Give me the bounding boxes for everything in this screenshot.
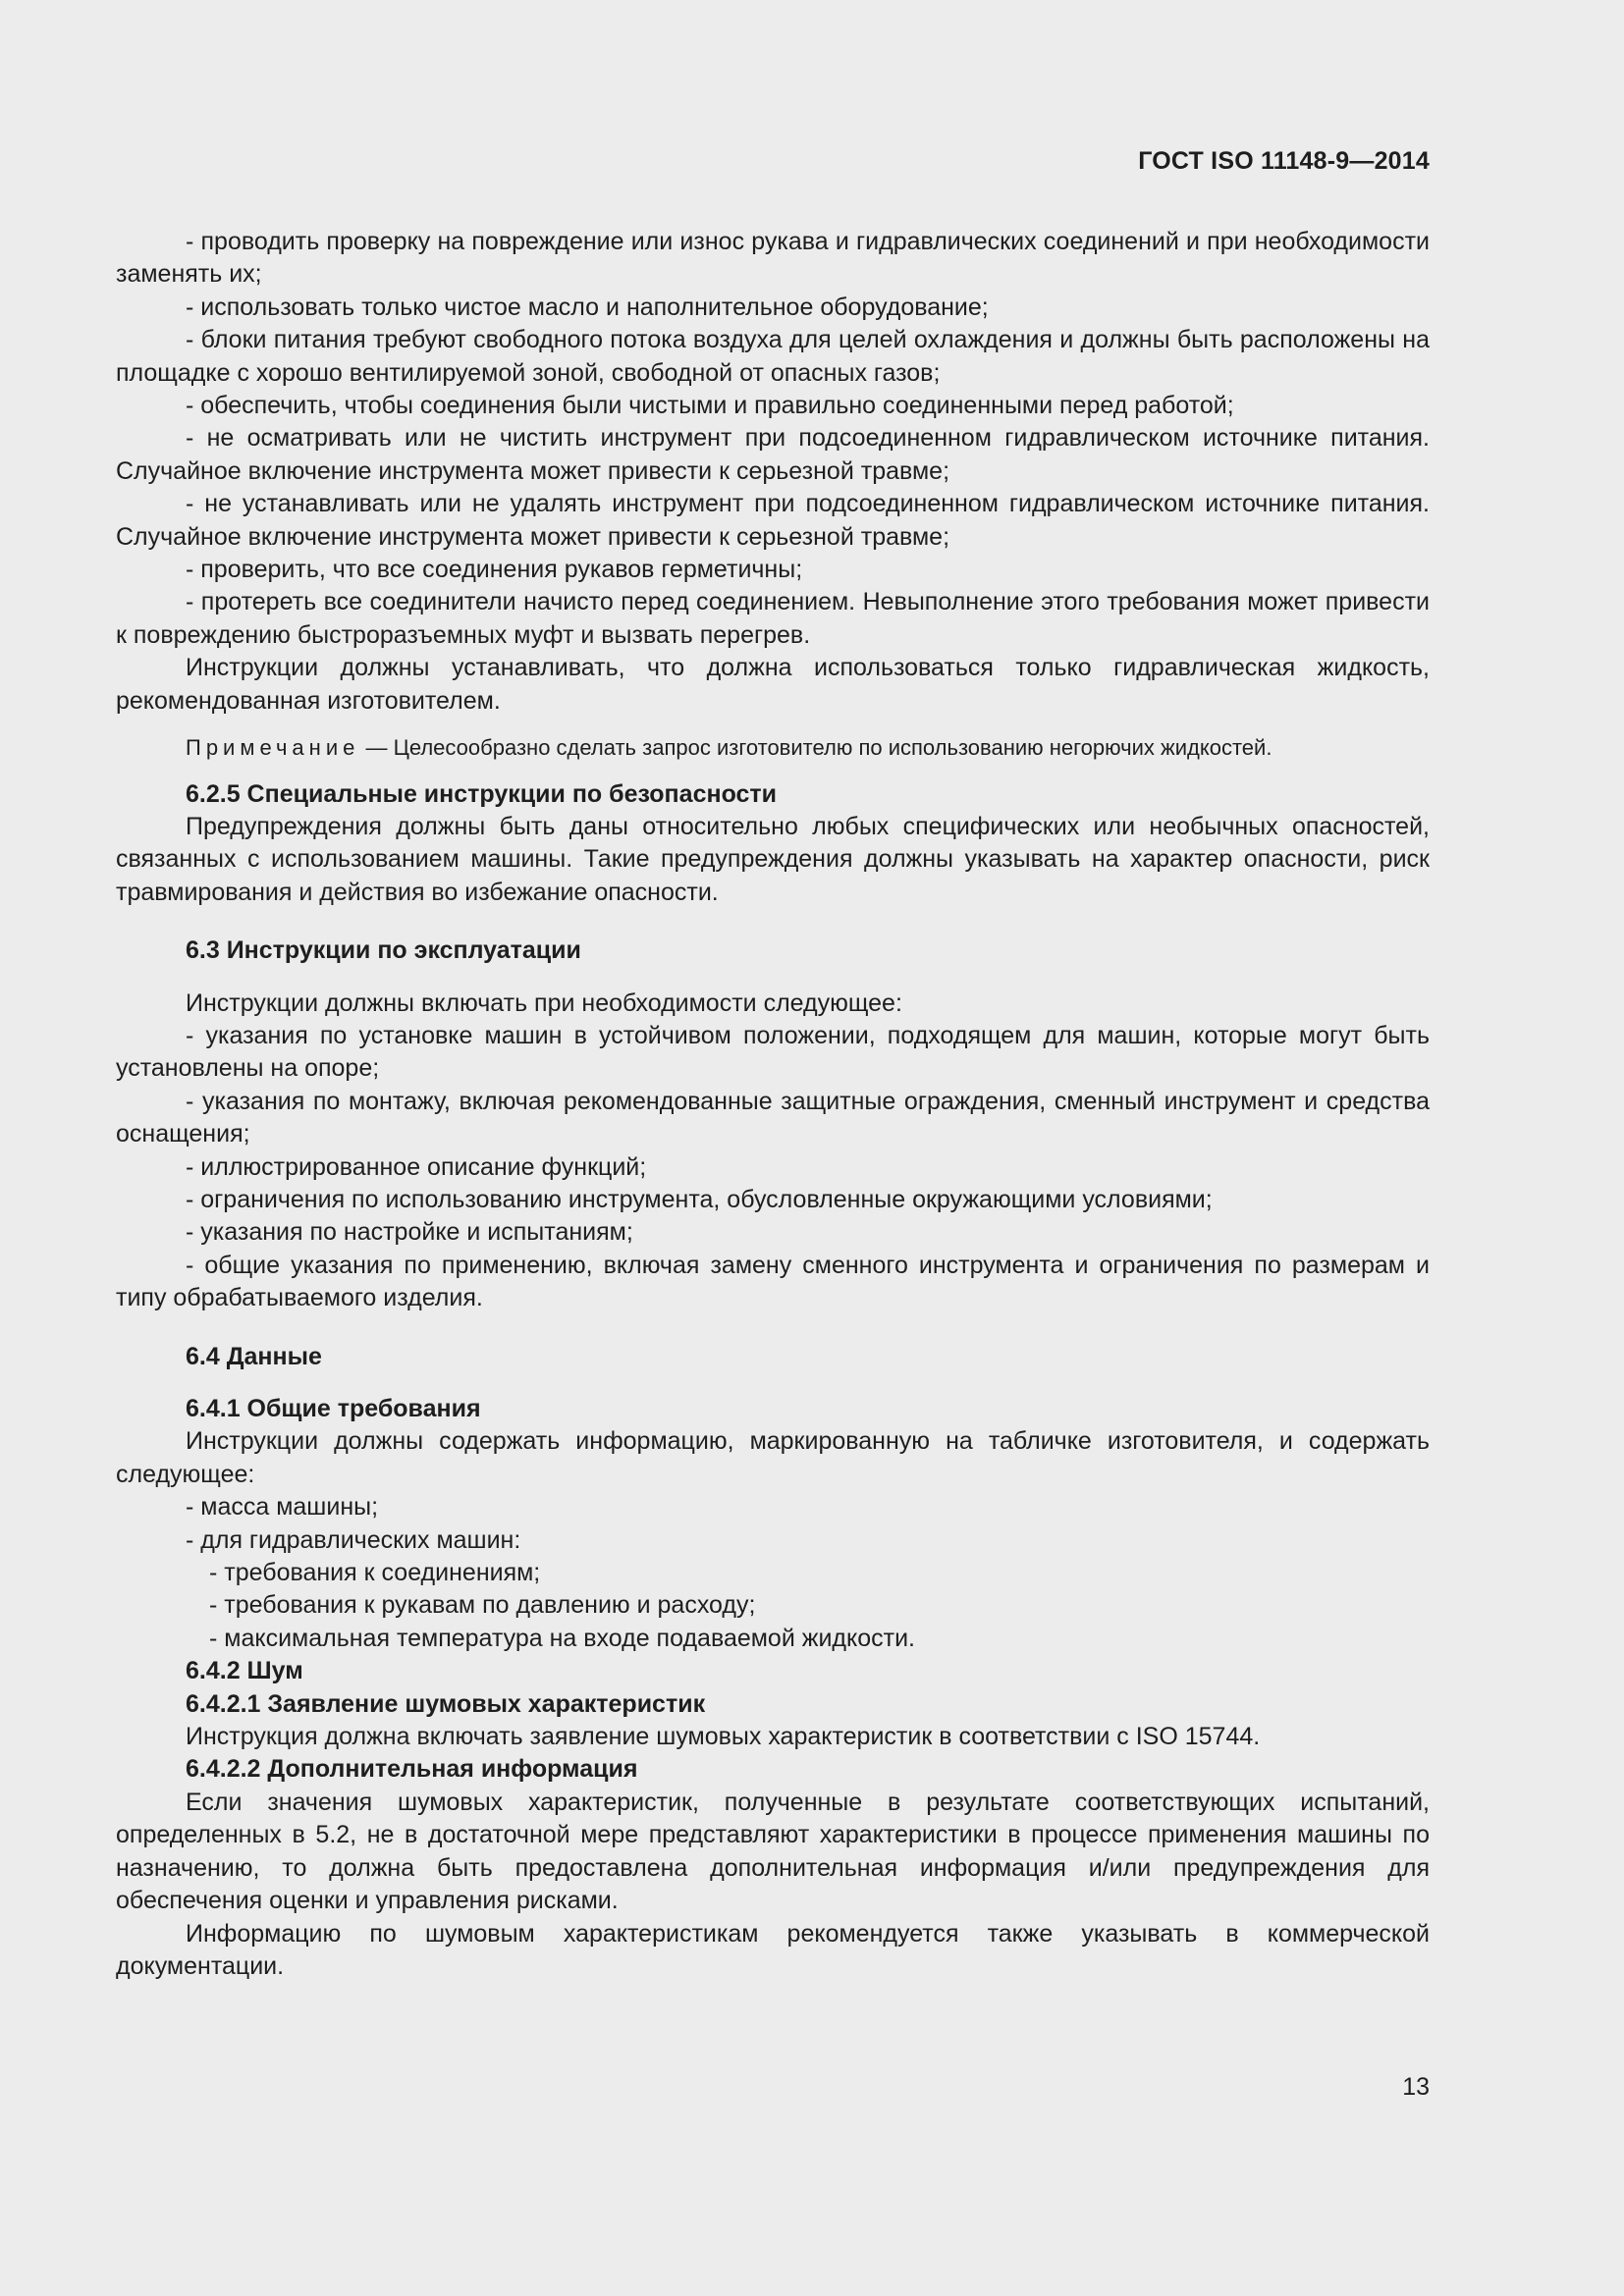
paragraph: Информацию по шумовым характеристикам рекомендуется также указывать в коммерческой документации.	[116, 1919, 1430, 1980]
sub-list-item: - требования к соединениям;	[209, 1559, 541, 1587]
document-header: ГОСТ ISO 11148-9—2014	[1138, 147, 1430, 175]
list-item: - протереть все соединители начисто перед соединением. Невыполнение этого требования может привести к повреждению быстроразъемных муфт и вызвать перегрев.	[116, 588, 1430, 649]
paragraph: Инструкция должна включать заявление шумовых характеристик в соответствии с ISO 15744.	[186, 1723, 1261, 1751]
section-heading-6-2-5: 6.2.5 Специальные инструкции по безопасности	[186, 779, 778, 808]
section-heading-6-3: 6.3 Инструкции по эксплуатации	[186, 936, 581, 965]
note	[116, 731, 1430, 764]
list-item: - масса машины;	[186, 1493, 379, 1522]
section-heading-6-4-2-1: 6.4.2.1 Заявление шумовых характеристик	[186, 1689, 706, 1718]
section-heading-6-4-2-2: 6.4.2.2 Дополнительная информация	[186, 1755, 638, 1784]
list-item: - использовать только чистое масло и наполнительное оборудование;	[186, 293, 989, 321]
paragraph: Инструкции должны включать при необходимости следующее:	[186, 988, 902, 1017]
list-item: - указания по монтажу, включая рекомендованные защитные ограждения, сменный инструмент и средства оснащения;	[116, 1087, 1430, 1148]
list-item: - проводить проверку на повреждение или износ рукава и гидравлических соединений и при необходимости заменять их;	[116, 228, 1430, 289]
note-label: Примечание	[186, 735, 360, 761]
page-number: 13	[1402, 2073, 1430, 2101]
section-heading-6-4-1: 6.4.1 Общие требования	[186, 1395, 481, 1422]
list-item: - для гидравлических машин:	[186, 1525, 521, 1554]
list-item: - обеспечить, чтобы соединения были чистыми и правильно соединенными перед работой;	[186, 392, 1234, 420]
list-item: - проверить, что все соединения рукавов герметичны;	[186, 556, 803, 584]
list-item: - общие указания по применению, включая замену сменного инструмента и ограничения по размерам и типу обрабатываемого изделия.	[116, 1251, 1430, 1312]
document-body	[116, 226, 1430, 1983]
list-item: - блоки питания требуют свободного потока воздуха для целей охлаждения и должны быть расположены на площадке с хорошо вентилируемой зоной, свободной от опасных газов;	[116, 326, 1430, 387]
list-item: - указания по установке машин в устойчивом положении, подходящем для машин, которые могут быть установлены на опоре;	[116, 1021, 1430, 1083]
list-item: - указания по настройке и испытаниям;	[186, 1218, 633, 1247]
list-item: - ограничения по использованию инструмента, обусловленные окружающими условиями;	[186, 1185, 1213, 1213]
list-item: - не устанавливать или не удалять инструмент при подсоединенном гидравлическом источнике питания. Случайное включение инструмента может привести к серьезной травме;	[116, 490, 1430, 551]
list-item: - не осматривать или не чистить инструмент при подсоединенном гидравлическом источнике питания. Случайное включение инструмента может привести к серьезной травме;	[116, 424, 1430, 485]
paragraph: Если значения шумовых характеристик, полученные в результате соответствующих испытаний, определенных в 5.2, не в достаточной мере представляют характеристики в процессе применения машины по назначению, то должна быть предоставлена дополнительная информация и/или предупреждения для обеспечения оценки и управления рисками.	[116, 1788, 1430, 1915]
sub-list-item: - требования к рукавам по давлению и расходу;	[209, 1591, 756, 1620]
sub-list-item: - максимальная температура на входе подаваемой жидкости.	[209, 1624, 916, 1652]
paragraph: Инструкции должны устанавливать, что должна использоваться только гидравлическая жидкость, рекомендованная изготовителем.	[116, 654, 1430, 715]
section-heading-6-4: 6.4 Данные	[186, 1342, 322, 1370]
note-text: — Целесообразно сделать запрос изготовителю по использованию негорючих жидкостей.	[359, 735, 1272, 761]
list-item: - иллюстрированное описание функций;	[186, 1152, 647, 1181]
paragraph: Предупреждения должны быть даны относительно любых специфических или необычных опасностей, связанных с использованием машины. Такие предупреждения должны указывать на характер опасности, риск травмирования и действия во избежание опасности.	[116, 812, 1430, 906]
paragraph: Инструкции должны содержать информацию, маркированную на табличке изготовителя, и содержать следующее:	[116, 1427, 1430, 1488]
section-heading-6-4-2: 6.4.2 Шум	[186, 1657, 303, 1685]
